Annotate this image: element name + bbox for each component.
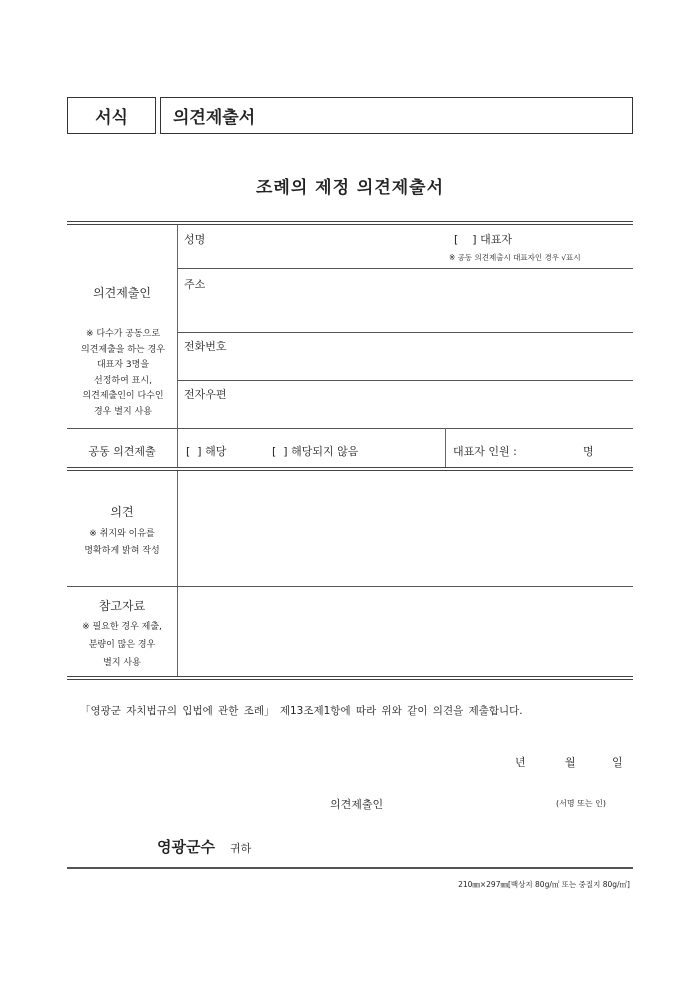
- column-divider: [177, 471, 178, 676]
- rep-count-label: 대표자 인원 :: [453, 445, 517, 458]
- footer-divider: [67, 867, 633, 869]
- form-name-box: [160, 97, 633, 134]
- document-title: 조례의 제정 의견제출서: [255, 178, 445, 198]
- rep-count-input[interactable]: [530, 440, 580, 460]
- declaration-text: 「영광군 자치법규의 입법에 관한 조례」 제13조제1항에 따라 위와 같이 의견을 제출합니다.: [80, 705, 523, 717]
- opinion-note: ※ 취지와 이유를 명확하게 밝혀 작성: [84, 529, 160, 556]
- row-divider: [67, 428, 633, 429]
- submitter-section-note: ※ 다수가 공동으로 의견제출을 하는 경우 대표자 3명을 선정하여 표시, 의견제출인이 다수인 경우 별지 사용: [81, 329, 165, 417]
- row-divider: [177, 332, 633, 333]
- reference-label: 참고자료: [98, 599, 146, 613]
- representative-checkbox[interactable]: [ ] 대표자: [454, 233, 512, 246]
- form-label: 서식: [95, 108, 128, 128]
- name-label: 성명: [184, 233, 206, 246]
- reference-note: ※ 필요한 경우 제출, 분량이 많은 경우 별지 사용: [82, 622, 162, 668]
- table-top-border: [67, 221, 633, 225]
- paper-spec: 210㎜×297㎜[백상지 80g/㎡ 또는 중질지 80g/㎡]: [458, 880, 630, 889]
- date-day: 일: [612, 756, 623, 769]
- email-field[interactable]: 전자우편: [184, 388, 227, 401]
- row-divider: [67, 586, 633, 587]
- row-divider-double: [67, 467, 633, 471]
- reference-field[interactable]: [180, 588, 632, 674]
- row-divider: [177, 380, 633, 381]
- form-name: 의견제출서: [173, 108, 256, 128]
- address-field[interactable]: 주소: [184, 278, 206, 291]
- phone-field[interactable]: 전화번호: [184, 340, 227, 353]
- recipient-name: 영광군수: [157, 838, 215, 856]
- row-divider: [177, 268, 633, 269]
- signer-label: 의견제출인: [330, 798, 384, 811]
- date-month: 월: [565, 756, 576, 769]
- opinion-label: 의견: [110, 505, 134, 519]
- date-year: 년: [515, 756, 526, 769]
- submitter-section-label: 의견제출인: [93, 286, 151, 300]
- rep-count-unit: 명: [583, 445, 594, 458]
- opinion-field[interactable]: [180, 473, 632, 585]
- joint-label: 공동 의견제출: [88, 445, 156, 458]
- recipient-suffix: 귀하: [230, 842, 252, 855]
- sign-note: (서명 또는 인): [556, 799, 606, 808]
- representative-note: ※ 공동 의견제출시 대표자인 경우 √표시: [449, 253, 581, 262]
- joint-yes-checkbox[interactable]: [ ] 해당: [186, 445, 227, 458]
- column-divider: [445, 428, 446, 467]
- table-bottom-border: [67, 676, 633, 680]
- form-label-box: [67, 97, 156, 134]
- joint-no-checkbox[interactable]: [ ] 해당되지 않음: [272, 445, 359, 458]
